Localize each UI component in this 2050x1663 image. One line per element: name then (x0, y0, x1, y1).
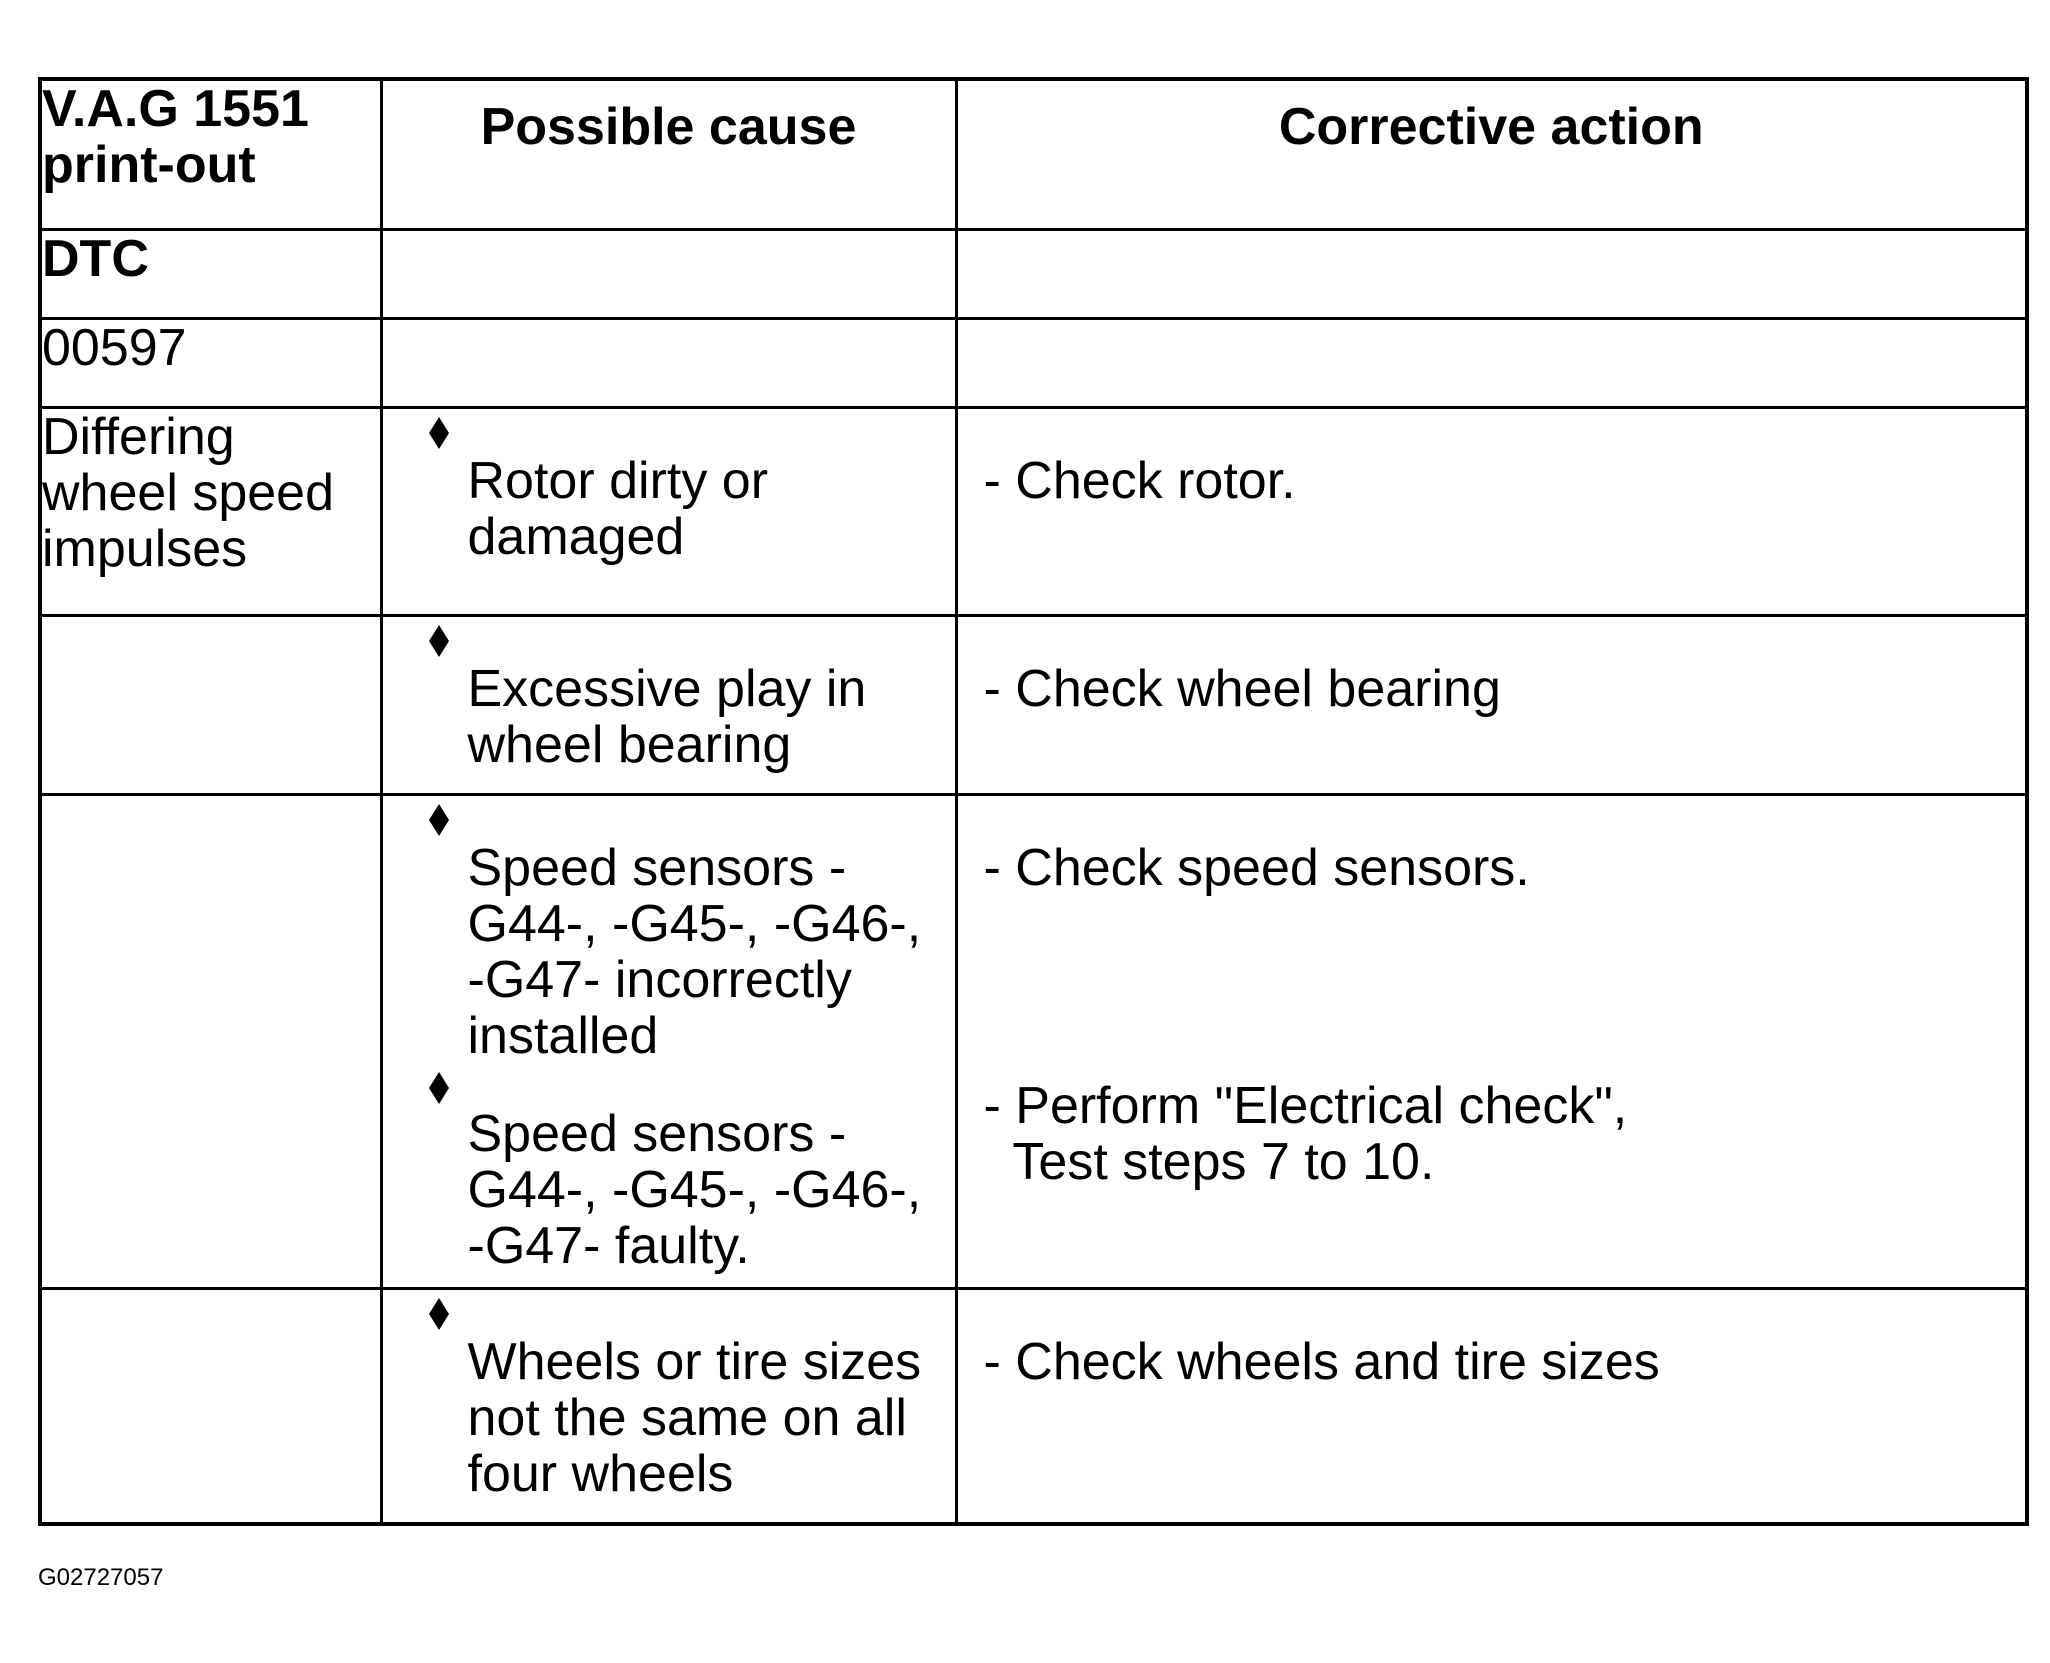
figure-code: G02727057 (38, 1564, 164, 1591)
header-corrective-action-text: Corrective action (1278, 98, 1704, 156)
dtc-label-cell (40, 229, 381, 318)
cause-cell (381, 407, 956, 615)
action-text: - Check speed sensors. (983, 838, 1530, 897)
empty-cell (381, 318, 956, 407)
diamond-bullet-icon (425, 415, 453, 451)
fault-description: Differing wheel speed impulses (42, 407, 334, 578)
empty-cell (40, 1288, 381, 1524)
diamond-bullet-icon (425, 802, 453, 838)
action-text: - Check rotor. (983, 451, 1296, 510)
cause-text: Speed sensors -G44-, -G45-, -G46-, -G47- faulty. (467, 1104, 922, 1275)
header-corrective-action (956, 79, 2027, 229)
cause-cell (381, 1288, 956, 1524)
cause-cell (381, 615, 956, 794)
empty-cell (381, 229, 956, 318)
header-possible-cause-text: Possible cause (480, 98, 857, 156)
cause-item (383, 1064, 955, 1274)
cause-text: Wheels or tire sizes not the same on all four wheels (467, 1332, 922, 1503)
cause-item (383, 1290, 955, 1502)
header-print-out-text: V.A.G 1551 print-out (42, 80, 309, 194)
cause-text: Excessive play in wheel bearing (467, 659, 867, 774)
empty-cell (956, 318, 2027, 407)
diamond-bullet-icon (425, 623, 453, 659)
action-cell (956, 615, 2027, 794)
table-row (40, 615, 2027, 794)
fault-description-cell (40, 407, 381, 615)
diamond-bullet-icon (425, 1070, 453, 1106)
header-possible-cause (381, 79, 956, 229)
table-row (40, 1288, 2027, 1524)
action-cell (956, 407, 2027, 615)
empty-cell (956, 229, 2027, 318)
dtc-row (40, 229, 2027, 318)
header-row (40, 79, 2027, 229)
cause-item (383, 617, 955, 773)
cause-item (383, 796, 955, 1064)
action-text: - Check wheels and tire sizes (983, 1332, 1660, 1391)
dtc-label: DTC (42, 229, 149, 288)
cause-text: Rotor dirty or damaged (467, 451, 769, 566)
cause-item (383, 409, 955, 565)
dtc-code-cell (40, 318, 381, 407)
cause-cell (381, 794, 956, 1288)
table-row (40, 794, 2027, 1288)
cause-text: Speed sensors -G44-, -G45-, -G46-, -G47- incorrectly installed (467, 838, 922, 1065)
dtc-code-row (40, 318, 2027, 407)
action-text: - Check wheel bearing (983, 659, 1501, 718)
empty-cell (40, 794, 381, 1288)
table-row (40, 407, 2027, 615)
diagnostic-table (38, 77, 2029, 1526)
diamond-bullet-icon (425, 1296, 453, 1332)
action-cell (956, 794, 2027, 1288)
action-cell (956, 1288, 2027, 1524)
empty-cell (40, 615, 381, 794)
action-text: - Perform "Electrical check", Test steps 7 to 10. (983, 1076, 1628, 1191)
dtc-code: 00597 (42, 318, 187, 377)
header-print-out (40, 79, 381, 229)
